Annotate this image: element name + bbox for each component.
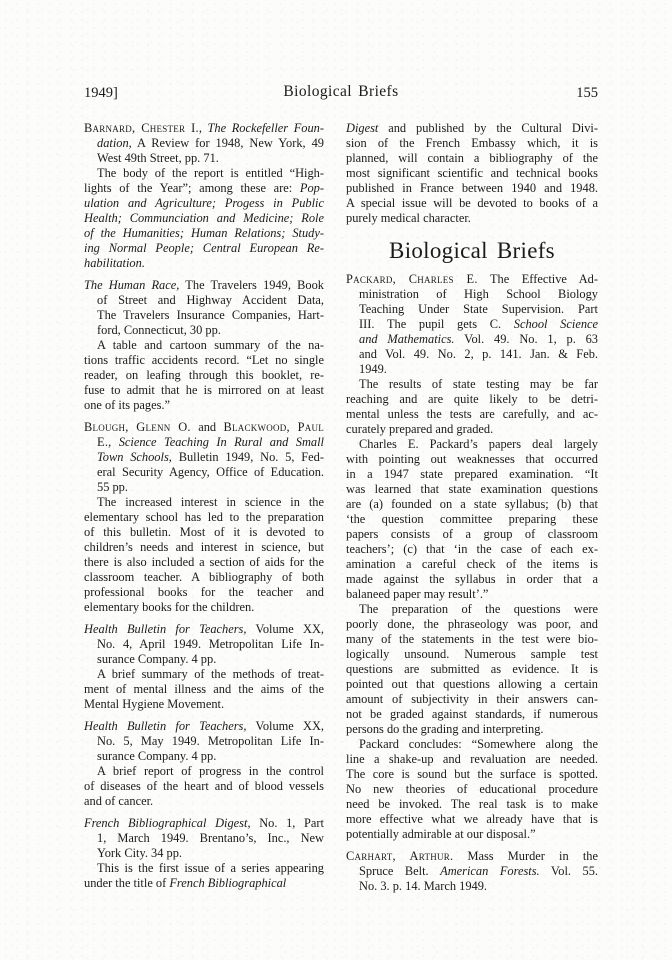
text-line [346,136,598,151]
body-text: pointed out that questions allowing a certain [346,677,598,691]
text-line [84,846,324,861]
body-text: Volume XX, [246,622,324,636]
text-line [346,662,598,677]
text-line [84,749,324,764]
paragraph [346,437,598,602]
text-line [346,452,598,467]
italic-text: The Rockefeller Foun- [207,121,324,135]
body-text: need be invoked. The real task is to make [346,797,598,811]
text-line [84,495,324,510]
text-line [84,682,324,697]
text-line [84,831,324,846]
italic-text: Health Bulletin for Teachers, [84,719,247,733]
italic-text: French Bibliographical [169,876,287,890]
body-text: , [198,121,208,135]
body-text: poorly done, the phraseology was poor, and [346,617,598,631]
text-line [84,196,324,211]
text-line [346,542,598,557]
text-line [346,677,598,692]
body-text: of this bulletin. Most of it is devoted to [84,525,324,539]
paragraph [346,737,598,842]
text-line [346,797,598,812]
text-line [84,480,324,495]
body-text: Volume XX, [246,719,324,733]
text-line [84,622,324,637]
body-text: III. The pupil gets C. [359,317,514,331]
italic-text: ulation and Agriculture; Progess in Public [84,196,324,210]
text-line [84,398,324,413]
text-line [84,510,324,525]
text-line [346,737,598,752]
body-text: one of its pages.” [84,398,171,412]
text-line [346,166,598,181]
body-text: , [108,435,119,449]
body-text: Mental Hygiene Movement. [84,697,225,711]
text-line [346,317,598,332]
body-text: surance Company. 4 pp. [97,749,217,763]
body-text: ministration of High School Biology [359,287,598,301]
text-line [346,287,598,302]
body-text: The core is sound but the surface is spotted. [346,767,598,781]
text-line [346,497,598,512]
body-text: The Travelers 1949, Book [179,278,325,292]
body-text: A special issue will be devoted to books of a [346,196,598,210]
body-text: surance Company. 4 pp. [97,652,217,666]
text-line [84,764,324,779]
body-text: No. 5, May 1949. Metropolitan Life In- [97,734,324,748]
body-text: Bulletin 1949, No. 5, Fed- [171,450,324,464]
text-line [346,752,598,767]
text-line [84,525,324,540]
body-text: The body of the report is entitled “High- [97,166,324,180]
text-line [346,392,598,407]
italic-text: and Mathematics. [359,332,455,346]
text-line [346,121,598,136]
body-text: A Review for 1948, New York, 49 [131,136,324,150]
body-text: 1949. [359,362,387,376]
text-line [346,377,598,392]
text-line [84,121,324,136]
body-text: are (a) founded on a state syllabus; (b) that [346,497,598,511]
text-line [346,864,598,879]
text-line [346,302,598,317]
text-line [84,241,324,256]
body-text: most significant scientific and technical books [346,166,598,180]
body-text: elementary books for the children. [84,600,255,614]
text-line [84,323,324,338]
italic-text: of the Humanities; Human Relations; Study- [84,226,324,240]
text-line [84,637,324,652]
body-text: No. 4, April 1949. Metropolitan Life In- [97,637,324,651]
body-text: A brief report of progress in the control [97,764,324,778]
body-text: planned, will contain a bibliography of the [346,151,598,165]
body-text: Charles E. Packard’s papers deal largely [359,437,598,451]
body-text: No. 1, Part [250,816,324,830]
body-text: sion of the French Embassy which, it is [346,136,598,150]
body-text: The results of state testing may be far [359,377,598,391]
citation-entry [84,278,324,338]
text-line [346,692,598,707]
text-line [346,557,598,572]
smallcaps-author-text: Carhart, Arthur. [346,849,454,863]
body-text: and Vol. 49. No. 2, p. 141. Jan. & Feb. [359,347,598,361]
body-text: under the title of [84,876,170,890]
text-line [84,600,324,615]
body-text: mental unless the tests are carefully, and ac- [346,407,598,421]
text-line [84,211,324,226]
text-line [346,437,598,452]
paragraph [84,764,324,809]
body-text: line a shake-up and revaluation are needed. [346,752,598,766]
text-line [346,767,598,782]
body-text: Vol. 55. [539,864,598,878]
body-text: No. 3. p. 14. March 1949. [359,879,488,893]
italic-text: ing Normal People; Central European Re- [84,241,324,255]
body-text: A table and cartoon summary of the na- [97,338,324,352]
text-line [84,353,324,368]
citation-entry [84,420,324,495]
text-line [84,435,324,450]
body-text: logically unsound. Numerous sample test [346,647,598,661]
text-line [84,383,324,398]
paragraph [84,495,324,615]
text-line [84,585,324,600]
text-line [346,211,598,226]
text-line [346,512,598,527]
body-text: curately prepared and graded. [346,422,494,436]
italic-text: Pop- [299,181,324,195]
page-header [84,84,598,102]
text-line [84,338,324,353]
body-text: Mass Murder in the [453,849,598,863]
italic-text: The Human Race, [84,278,180,292]
text-line [346,151,598,166]
italic-text: dation, [97,136,132,150]
body-text: and of cancer. [84,794,154,808]
body-text: more effective what we already have that is [346,812,598,826]
body-text: No new theories of educational procedure [346,782,598,796]
text-line [84,734,324,749]
italic-text: Health Bulletin for Teachers, [84,622,247,636]
text-line [346,527,598,542]
text-line [84,779,324,794]
body-text: was learned that state examination questions [346,482,598,496]
right-column [346,121,598,894]
body-text: purely medical character. [346,211,471,225]
body-text: The preparation of the questions were [359,602,598,616]
citation-entry [84,622,324,667]
italic-text: French Bibliographical Digest, [84,816,251,830]
body-text: York City. 34 pp. [97,846,183,860]
body-text: and [190,420,224,434]
paragraph [84,861,324,891]
text-line [84,816,324,831]
body-text: ‘the question committee preparing these [346,512,598,526]
text-line [346,572,598,587]
body-text: persons do the grading and interpreting. [346,722,544,736]
paragraph [84,166,324,271]
body-text: questions are submitted as evidence. It is [346,662,598,676]
body-text: in a 1947 state prepared examination. “It [346,467,598,481]
page-number: 155 [576,85,598,101]
running-title: Biological Briefs [283,83,399,100]
text-line [84,540,324,555]
text-line [84,876,324,891]
italic-text: Town Schools, [97,450,172,464]
paragraph [346,602,598,737]
body-text: eral Security Agency, Office of Education. [97,465,324,479]
text-line [346,812,598,827]
italic-text: Digest [346,121,379,135]
body-text: West 49th Street, pp. 71. [97,151,219,165]
body-text: Spruce Belt. [359,864,441,878]
body-text: 1, March 1949. Brentano’s, Inc., New [97,831,324,845]
citation-entry [84,121,324,166]
body-text: professional books for the teacher and [84,585,324,599]
body-text: reader, on leafing through this booklet, re- [84,368,324,382]
body-text: lights of the Year”; among these are: [84,181,300,195]
citation-entry [84,719,324,764]
text-line [84,794,324,809]
body-text: classroom teacher. A bibliography of both [84,570,324,584]
text-line [84,667,324,682]
text-line [84,256,324,271]
italic-text: American Forests. [440,864,540,878]
text-line [346,272,598,287]
body-text: A brief summary of the methods of treat- [97,667,324,681]
body-text: and published by the Cultural Divi- [378,121,598,135]
text-line [84,136,324,151]
body-text: children’s needs and interest in science, but [84,540,324,554]
body-text: elementary school has led to the preparation [84,510,324,524]
citation-entry [346,849,598,894]
text-line [346,467,598,482]
text-line [346,482,598,497]
smallcaps-author-text: Packard, Charles E. [346,272,478,286]
text-line [84,652,324,667]
body-text: Vol. 49. No. 1, p. 63 [454,332,598,346]
smallcaps-author-text: E. [97,435,109,449]
italic-text: Science Teaching In Rural and Small [118,435,324,449]
text-line [84,166,324,181]
body-text: ment of mental illness and the aims of the [84,682,324,696]
body-text: reaching and are quite likely to be detri- [346,392,598,406]
smallcaps-author-text: Barnard, Chester I. [84,121,199,135]
text-line [346,827,598,842]
body-text: This is the first issue of a series appearing [97,861,324,875]
text-line [346,707,598,722]
text-line [84,181,324,196]
smallcaps-author-text: Blackwood, Paul [223,420,324,434]
smallcaps-author-text: Blough, Glenn O. [84,420,191,434]
text-line [84,697,324,712]
paragraph [84,667,324,712]
body-text: published in France between 1940 and 1948. [346,181,598,195]
text-line [346,362,598,377]
body-text: fuse to admit that he is mirrored on at least [84,383,324,397]
text-line [84,293,324,308]
text-line [346,196,598,211]
section-heading: Biological Briefs [389,238,555,263]
body-text: amination a careful check of the items is [346,557,598,571]
text-line [84,555,324,570]
text-line [84,465,324,480]
body-text: tions traffic accidents record. “Let no single [84,353,324,367]
text-line [346,602,598,617]
text-line [84,278,324,293]
body-text: not be graded against standards, if numerous [346,707,598,721]
text-line [84,226,324,241]
body-text: of Street and Highway Accident Data, [97,293,324,307]
text-line [84,308,324,323]
citation-entry [346,272,598,377]
text-line [346,181,598,196]
body-text: 55 pp. [97,480,128,494]
text-line [346,617,598,632]
body-text: of diseases of the heart and of blood vessels [84,779,324,793]
body-text: amount of subjectivity in their answers can- [346,692,598,706]
body-text: Teaching Under State Supervision. Part [359,302,598,316]
paragraph [346,121,598,226]
text-line [346,722,598,737]
italic-text: School Science [513,317,599,331]
text-line [84,570,324,585]
text-line [84,420,324,435]
text-line [346,347,598,362]
body-text: The Travelers Insurance Companies, Hart- [97,308,324,322]
text-line [346,647,598,662]
body-text: there is also included a section of aids for the [84,555,324,569]
text-line [84,450,324,465]
body-text: with pointing out weaknesses that occurred [346,452,598,466]
body-text: Packard concludes: “Somewhere along the [359,737,598,751]
text-line [346,407,598,422]
text-line [346,632,598,647]
paragraph [84,338,324,413]
body-text: The increased interest in science in the [97,495,324,509]
text-line [346,587,598,602]
body-text: The Effective Ad- [477,272,598,286]
text-line [84,719,324,734]
body-text: many of the statements in the test were bio- [346,632,598,646]
paragraph [346,377,598,437]
body-text: potentially admirable at our disposal.” [346,827,536,841]
text-line [346,849,598,864]
text-line [346,879,598,894]
italic-text: Health; Communciation and Medicine; Role [84,211,324,225]
body-text: teachers’; (c) that ‘in the case of each ex- [346,542,598,556]
body-text: balaneed paper may result’.” [346,587,489,601]
text-line [346,332,598,347]
text-line [84,861,324,876]
text-line [346,782,598,797]
body-text: made against the syllabus in order that a [346,572,598,586]
text-line [84,368,324,383]
text-line [84,151,324,166]
italic-text: habilitation. [84,256,145,270]
left-column [84,121,324,891]
text-line [346,422,598,437]
year-label: 1949] [84,85,118,101]
body-text: ford, Connecticut, 30 pp. [97,323,221,337]
body-text: papers consists of a group of classroom [346,527,598,541]
citation-entry [84,816,324,861]
